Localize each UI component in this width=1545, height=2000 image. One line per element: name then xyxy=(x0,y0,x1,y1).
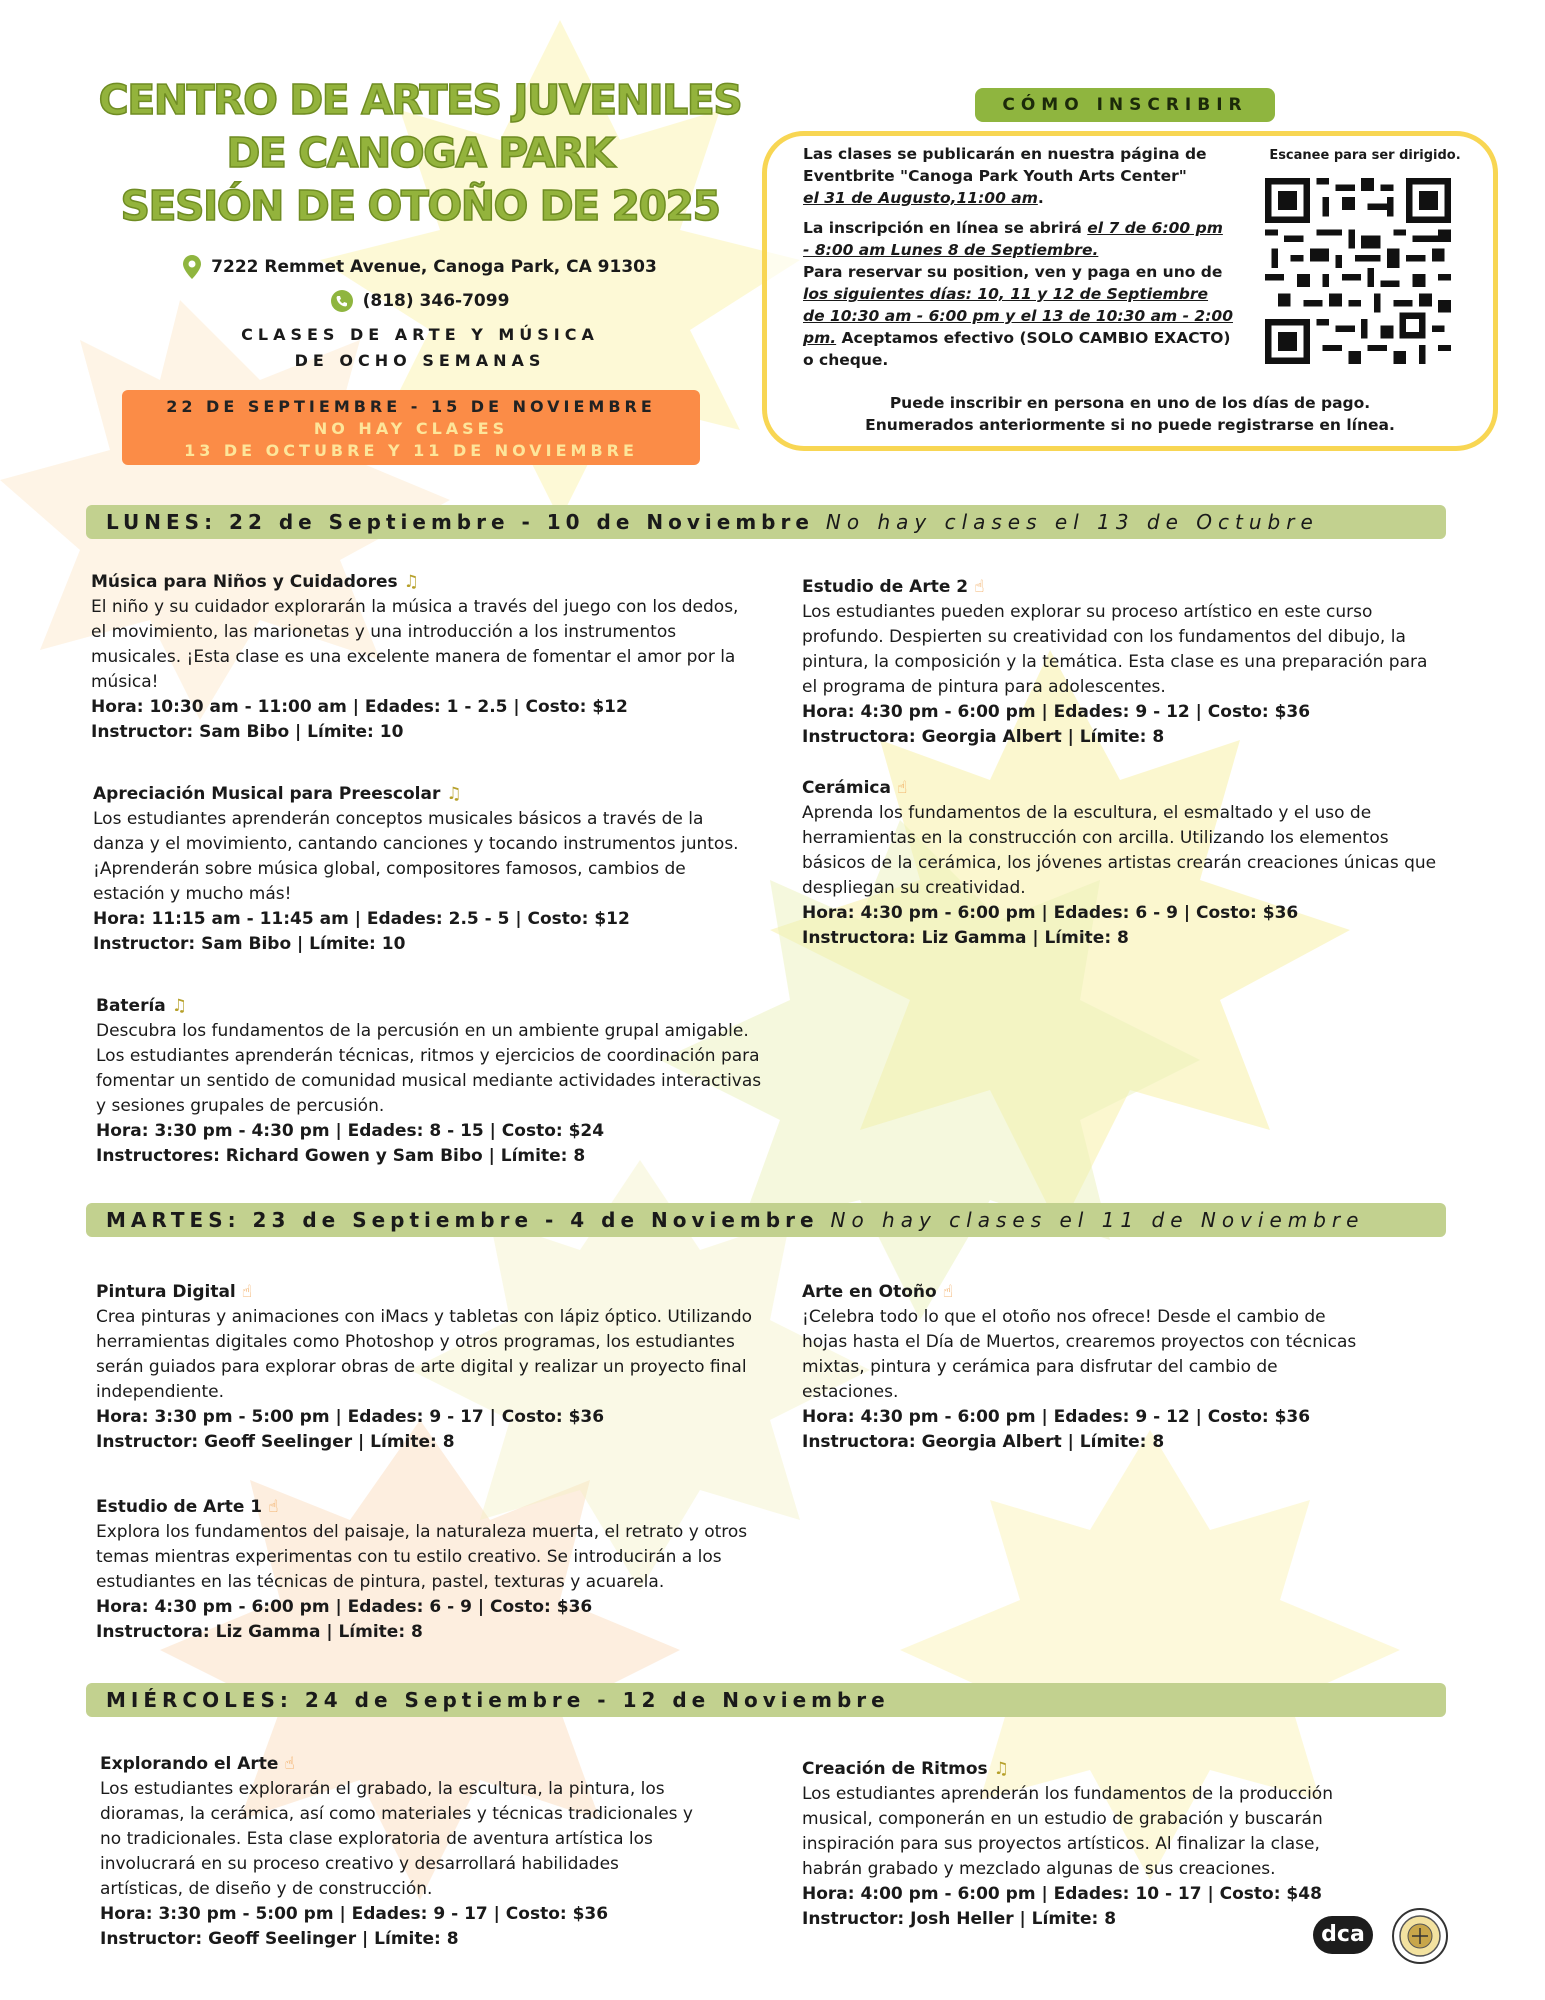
class-time: Hora: 4:30 pm - 6:00 pm | Edades: 9 - 12 | Costo: $36 xyxy=(802,1407,1311,1427)
class-time: Hora: 3:30 pm - 4:30 pm | Edades: 8 - 15 | Costo: $24 xyxy=(96,1121,605,1141)
registration-heading: CÓMO INSCRIBIR xyxy=(975,88,1275,122)
class-title: Pintura Digital xyxy=(96,1282,236,1302)
reg-text-1-end: . xyxy=(1037,189,1044,207)
title-line: DE CANOGA PARK xyxy=(226,129,614,177)
class-instructor: Instructor: Sam Bibo | Límite: 10 xyxy=(91,722,404,742)
class-arte-otono xyxy=(802,1280,1362,1455)
class-time: Hora: 3:30 pm - 5:00 pm | Edades: 9 - 17 | Costo: $36 xyxy=(100,1904,609,1924)
title-line: CENTRO DE ARTES JUVENILES xyxy=(98,76,742,124)
class-title: Cerámica xyxy=(802,778,891,798)
location-pin-icon xyxy=(183,255,201,279)
class-bateria xyxy=(96,994,776,1169)
paint-hand-icon: ☝ xyxy=(268,1497,279,1517)
no-class-label: NO HAY CLASES xyxy=(313,419,509,438)
session-dates-box xyxy=(122,390,700,465)
phone-icon xyxy=(331,290,353,312)
class-description: Los estudiantes aprenderán los fundamentos de la producción musical, componerán en un estudio de grabación y buscarán inspiración para sus proyectos artísticos. Al finalizar la clase, habrán grabado y mezclado algunas de sus creaciones. xyxy=(802,1784,1333,1879)
reg-text-4: Aceptamos efectivo (SOLO CAMBIO EXACTO) o cheque. xyxy=(803,329,1231,369)
class-instructor: Instructora: Liz Gamma | Límite: 8 xyxy=(96,1622,423,1642)
class-instructor: Instructor: Geoff Seelinger | Límite: 8 xyxy=(96,1432,455,1452)
class-description: Explora los fundamentos del paisaje, la naturaleza muerta, el retrato y otros temas mientras experimentas con tu estilo creativo. Se introducirán a los estudiantes en las técnicas de pintura, pastel, texturas y acuarela. xyxy=(96,1522,748,1592)
phone-row xyxy=(60,290,780,317)
paint-hand-icon: ☝ xyxy=(896,778,908,798)
address-text: 7222 Remmet Avenue, Canoga Park, CA 91303 xyxy=(211,257,657,277)
paint-hand-icon: ☝ xyxy=(241,1282,253,1302)
city-seal-icon xyxy=(1392,1908,1448,1964)
class-instructor: Instructor: Sam Bibo | Límite: 10 xyxy=(93,934,406,954)
class-title: Batería xyxy=(96,996,166,1016)
class-instructor: Instructor: Josh Heller | Límite: 8 xyxy=(802,1909,1117,1929)
class-description: El niño y su cuidador explorarán la música a través del juego con los dedos, el movimiento, las marionetas y una introducción a los instrumentos musicales. ¡Esta clase es una excelente manera de fomentar el amor por la música! xyxy=(91,597,739,692)
reg-date-2: el 7 de 6:00 pm - 8:00 am Lunes 8 de Septiembre. xyxy=(803,219,1223,259)
day-label: MIÉRCOLES: 24 de Septiembre - 12 de Noviembre xyxy=(106,1688,890,1712)
class-time: Hora: 11:15 am - 11:45 am | Edades: 2.5 - 5 | Costo: $12 xyxy=(93,909,630,929)
class-instructor: Instructores: Richard Gowen y Sam Bibo | Límite: 8 xyxy=(96,1146,586,1166)
day-bar-tuesday xyxy=(86,1203,1446,1237)
class-description: Los estudiantes pueden explorar su proceso artístico en este curso profundo. Despierten su creatividad con los fundamentos del dibujo, la pintura, la composición y la temática. Esta clase es una preparación para el programa de pintura para adolescentes. xyxy=(802,602,1428,697)
registration-bottom xyxy=(790,392,1470,436)
class-description: Descubra los fundamentos de la percusión en un ambiente grupal amigable. Los estudiantes aprenderán técnicas, ritmos y ejercicios de coordinación para fomentar un sentido de comunidad musical mediante actividades interactivas y sesiones grupales de percusión. xyxy=(96,1021,762,1116)
class-time: Hora: 4:30 pm - 6:00 pm | Edades: 9 - 12 | Costo: $36 xyxy=(802,702,1311,722)
music-note-icon: ♫ xyxy=(171,996,188,1016)
paint-hand-icon: ☝ xyxy=(284,1754,295,1774)
class-time: Hora: 4:00 pm - 6:00 pm | Edades: 10 - 17 | Costo: $48 xyxy=(802,1884,1322,1904)
paint-hand-icon: ☝ xyxy=(974,577,985,597)
class-instructor: Instructora: Georgia Albert | Límite: 8 xyxy=(802,727,1165,747)
reg-text-3: Para reservar su position, ven y paga en uno de xyxy=(803,263,1223,281)
class-description: Los estudiantes explorarán el grabado, la escultura, la pintura, los dioramas, la cerámica, así como materiales y técnicas tradicionales y no tradicionales. Esta clase exploratoria de aventura artística los involucrará en su proceso creativo y desarrollará habilidades artísticas, de diseño y de construcción. xyxy=(100,1779,693,1899)
class-ritmos xyxy=(802,1757,1362,1932)
class-apreciacion xyxy=(93,782,753,957)
reg-text-1: Las clases se publicarán en nuestra página de Eventbrite "Canoga Park Youth Arts Center" xyxy=(803,145,1207,185)
class-instructor: Instructora: Georgia Albert | Límite: 8 xyxy=(802,1432,1165,1452)
reg-text-2: La inscripción en línea se abrirá xyxy=(803,219,1088,237)
phone-text: (818) 346-7099 xyxy=(362,291,510,311)
reg-days: los siguientes días: 10, 11 y 12 de Septiembre de 10:30 am - 6:00 pm y el 13 de 10:30 am - 2:00 pm. xyxy=(803,285,1233,347)
scan-label: Escanee para ser dirigido. xyxy=(1269,148,1461,163)
session-dates: 22 DE SEPTIEMBRE - 15 DE NOVIEMBRE xyxy=(166,397,656,416)
class-title: Estudio de Arte 2 xyxy=(802,577,969,597)
day-bar-monday xyxy=(86,505,1446,539)
qr-code-icon[interactable] xyxy=(1265,178,1451,364)
no-class-dates: 13 DE OCTUBRE Y 11 DE NOVIEMBRE xyxy=(184,441,638,460)
class-time: Hora: 10:30 am - 11:00 am | Edades: 1 - 2.5 | Costo: $12 xyxy=(91,697,628,717)
class-title: Arte en Otoño xyxy=(802,1282,937,1302)
class-title: Estudio de Arte 1 xyxy=(96,1497,263,1517)
class-title: Apreciación Musical para Preescolar xyxy=(93,784,441,804)
class-estudio-1 xyxy=(96,1495,756,1645)
subtitle-line: DE OCHO SEMANAS xyxy=(294,351,546,370)
day-bar-wednesday xyxy=(86,1683,1446,1717)
class-instructor: Instructor: Geoff Seelinger | Límite: 8 xyxy=(100,1929,459,1949)
class-musica-ninos xyxy=(91,570,751,745)
class-time: Hora: 4:30 pm - 6:00 pm | Edades: 6 - 9 | Costo: $36 xyxy=(96,1597,593,1617)
day-label: MARTES: 23 de Septiembre - 4 de Noviembre xyxy=(106,1208,819,1232)
registration-text xyxy=(803,143,1233,379)
class-title: Explorando el Arte xyxy=(100,1754,279,1774)
reg-date-1: el 31 de Augusto,11:00 am xyxy=(803,189,1038,207)
reg-bottom-2: Enumerados anteriormente si no puede registrarse en línea. xyxy=(865,416,1395,434)
class-explorando xyxy=(100,1752,700,1952)
day-note: No hay clases el 11 de Noviembre xyxy=(830,1208,1365,1232)
day-label: LUNES: 22 de Septiembre - 10 de Noviembre xyxy=(106,510,814,534)
class-time: Hora: 3:30 pm - 5:00 pm | Edades: 9 - 17 | Costo: $36 xyxy=(96,1407,605,1427)
class-instructor: Instructora: Liz Gamma | Límite: 8 xyxy=(802,928,1129,948)
class-description: Los estudiantes aprenderán conceptos musicales básicos a través de la danza y el movimiento, cantando canciones y tocando instrumentos juntos. ¡Aprenderán sobre música global, compositores famosos, cambios de estación y mucho más! xyxy=(93,809,739,904)
music-note-icon: ♫ xyxy=(403,572,419,592)
subtitle-line: CLASES DE ARTE Y MÚSICA xyxy=(241,325,599,344)
class-description: Aprenda los fundamentos de la escultura, el esmaltado y el uso de herramientas en la construcción con arcilla. Utilizando los elementos básicos de la cerámica, los jóvenes artistas crearán creaciones únicas que despliegan su creatividad. xyxy=(802,803,1437,898)
class-description: ¡Celebra todo lo que el otoño nos ofrece! Desde el cambio de hojas hasta el Día de Muertos, crearemos proyectos con técnicas mixtas, pintura y cerámica para disfrutar del cambio de estaciones. xyxy=(802,1307,1357,1402)
class-ceramica xyxy=(802,776,1442,951)
class-description: Crea pinturas y animaciones con iMacs y tabletas con lápiz óptico. Utilizando herramientas digitales como Photoshop y otros programas, los estudiantes serán guiados para explorar obras de arte digital y realizar un proyecto final independiente. xyxy=(96,1307,753,1402)
class-time: Hora: 4:30 pm - 6:00 pm | Edades: 6 - 9 | Costo: $36 xyxy=(802,903,1299,923)
dca-logo: dca xyxy=(1313,1916,1373,1954)
class-estudio-2 xyxy=(802,575,1442,750)
reg-bottom-1: Puede inscribir en persona en uno de los días de pago. xyxy=(889,394,1371,412)
music-note-icon: ♫ xyxy=(446,784,462,804)
music-note-icon: ♫ xyxy=(993,1759,1009,1779)
title-line: SESIÓN DE OTOÑO DE 2025 xyxy=(120,182,720,230)
address-row xyxy=(60,255,780,284)
day-note: No hay clases el 13 de Octubre xyxy=(825,510,1319,534)
page-title xyxy=(60,74,780,233)
class-title: Creación de Ritmos xyxy=(802,1759,988,1779)
paint-hand-icon: ☝ xyxy=(942,1282,954,1302)
class-title: Música para Niños y Cuidadores xyxy=(91,572,398,592)
class-pintura-digital xyxy=(96,1280,766,1455)
